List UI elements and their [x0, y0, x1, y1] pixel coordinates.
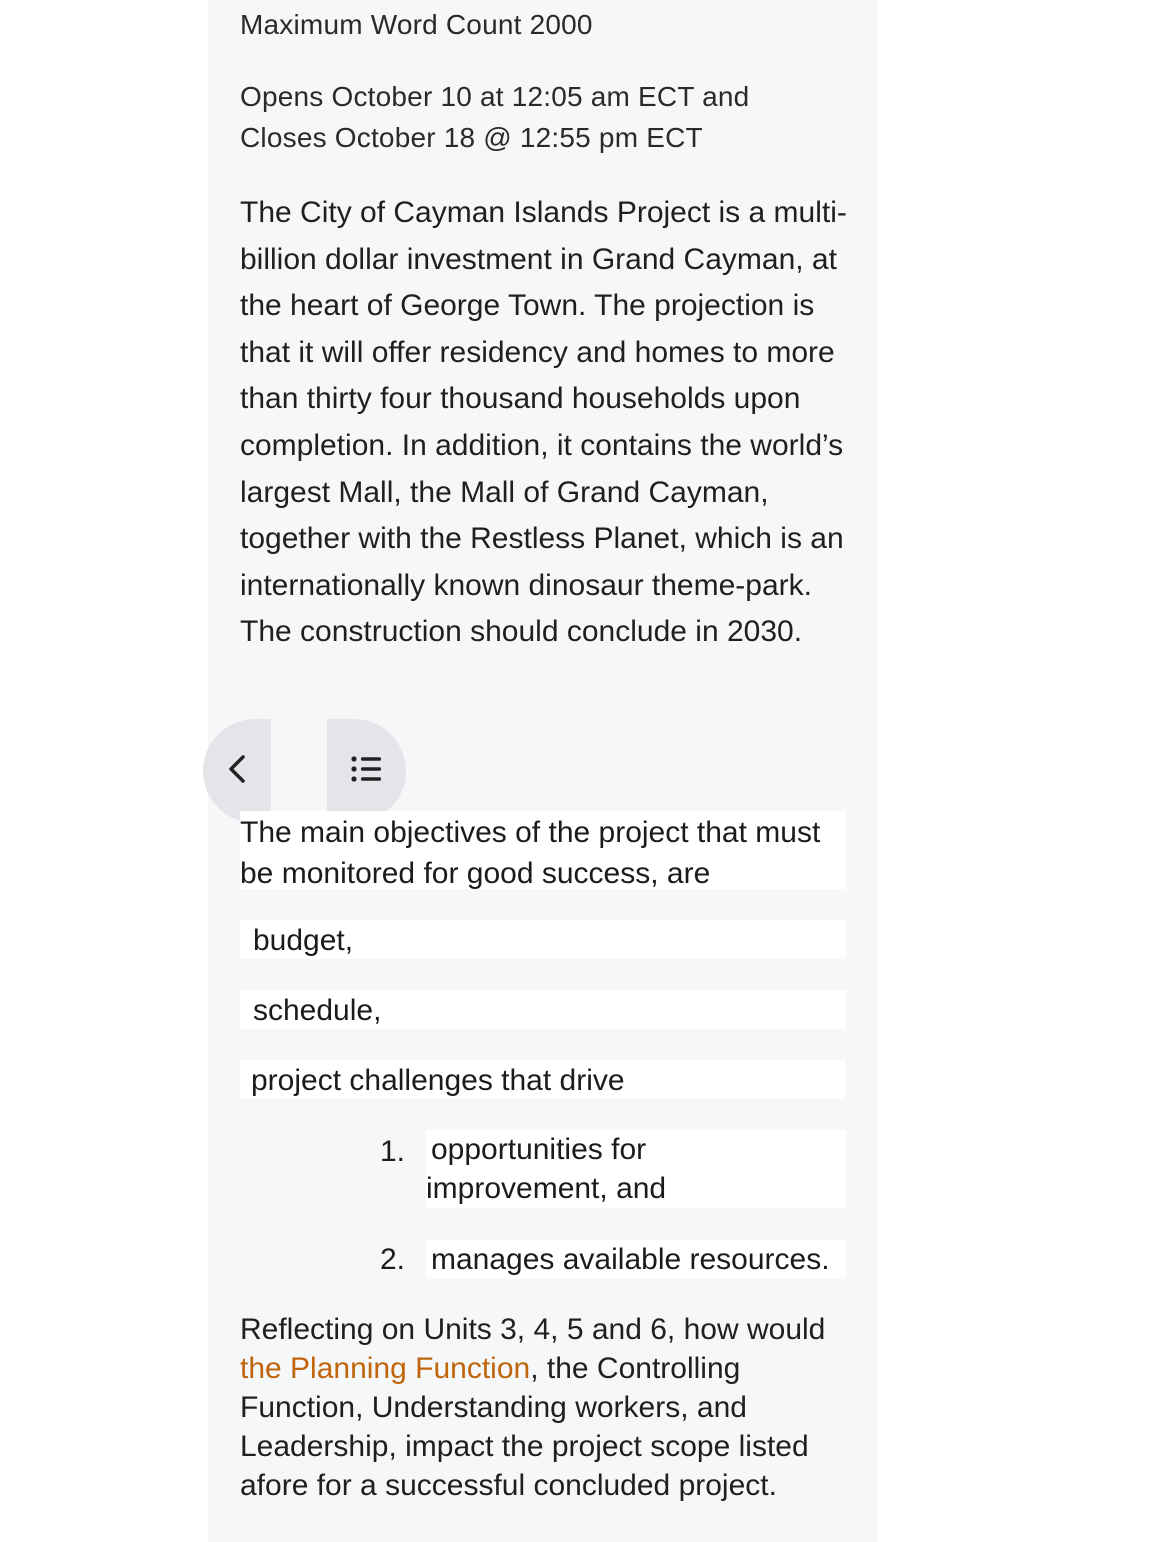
reflection-question: [240, 1310, 850, 1505]
list-item-schedule: schedule,: [253, 994, 382, 1027]
sub-item-text-line-2: improvement, and: [426, 1172, 667, 1205]
sub-item-number: 1.: [380, 1135, 406, 1168]
list-item: [240, 920, 846, 959]
chevron-left-icon: [226, 752, 248, 791]
sub-item-number: 2.: [380, 1243, 406, 1276]
list-item: [240, 1060, 846, 1099]
objectives-lead-line-2: be monitored for good success, are: [240, 857, 711, 889]
list-icon: [351, 755, 383, 788]
objectives-lead: [240, 811, 846, 889]
planning-function-link[interactable]: the Planning Function: [240, 1352, 531, 1385]
word-count-label: Maximum Word Count 2000: [240, 9, 593, 40]
sub-item-text-line-1: opportunities for: [431, 1133, 647, 1166]
sub-list-item: [426, 1130, 846, 1208]
reflection-text-before: Reflecting on Units 3, 4, 5 and 6, how would: [240, 1313, 826, 1346]
sub-list-item: [426, 1240, 846, 1279]
list-item: [240, 990, 846, 1029]
list-item-budget: budget,: [253, 924, 354, 957]
sub-item-text: manages available resources.: [431, 1243, 830, 1276]
list-item-challenges: project challenges that drive: [251, 1064, 625, 1097]
project-intro-paragraph: The City of Cayman Islands Project is a multi-billion dollar investment in Grand Cayman, at the heart of George Town. The projection is that it will offer residency and homes to more than thirty four thousand households upon completion. In addition, it contains the world’s largest Mall, the Mall of Grand Cayman, together with the Restless Planet, which is an internationally known dinosaur theme-park. The construction should conclude in 2030.: [240, 196, 847, 649]
open-close-dates: Opens October 10 at 12:05 am ECT and Closes October 18 @ 12:55 pm ECT: [240, 81, 750, 153]
reflection-text-after: , the Controlling Function, Understanding workers, and Leadership, impact the project scope listed afore for a successful concluded project.: [240, 1352, 809, 1502]
objectives-lead-line-1: The main objectives of the project that must: [240, 816, 821, 849]
